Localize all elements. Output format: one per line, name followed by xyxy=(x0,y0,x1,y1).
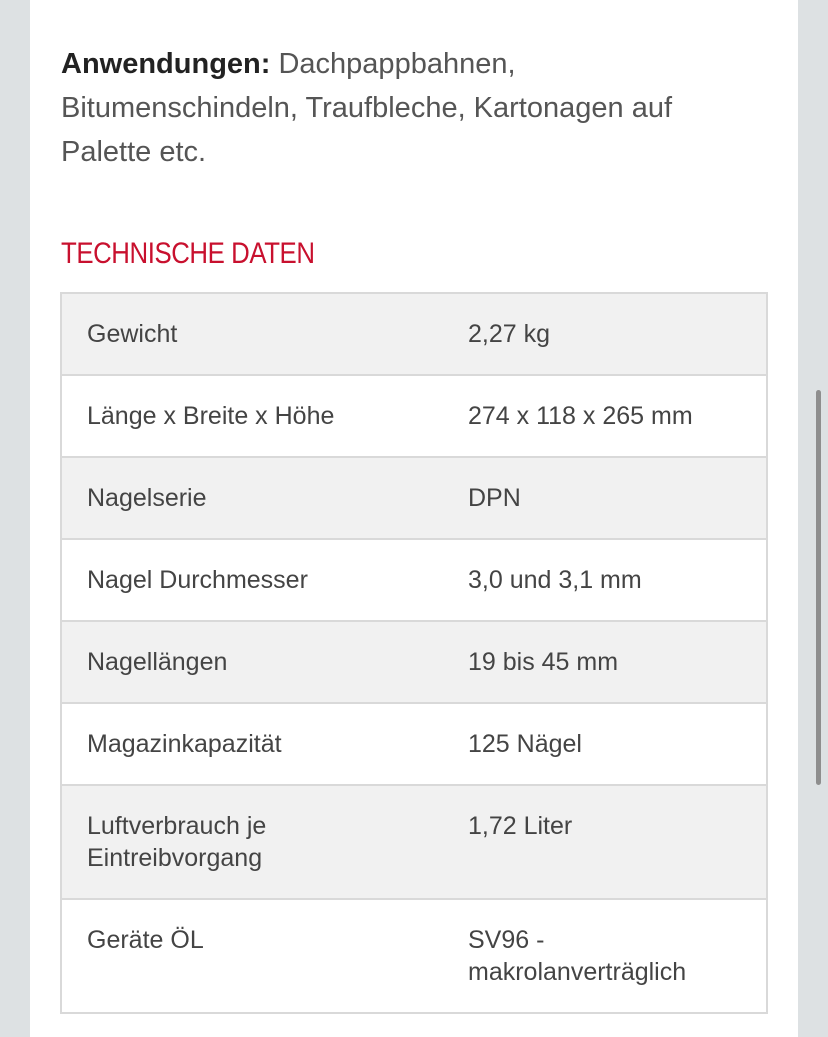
spec-value: 19 bis 45 mm xyxy=(442,621,767,703)
spec-key: Luftverbrauch je Eintreibvorgang xyxy=(61,785,442,899)
table-row xyxy=(61,457,767,539)
table-row xyxy=(61,703,767,785)
table-row xyxy=(61,621,767,703)
table-row xyxy=(61,293,767,375)
spec-value: SV96 - makrolanverträglich xyxy=(442,899,767,1013)
applications-text: Dachpappbahnen, Bitumenschindeln, Traufbleche, Kartonagen auf Palette etc. xyxy=(61,48,673,168)
spec-value: DPN xyxy=(442,457,767,539)
spec-key: Nagelserie xyxy=(61,457,442,539)
spec-value: 3,0 und 3,1 mm xyxy=(442,539,767,621)
table-row xyxy=(61,375,767,457)
spec-key: Magazinkapazität xyxy=(61,703,442,785)
spec-key: Nagel Durchmesser xyxy=(61,539,442,621)
scrollbar[interactable] xyxy=(816,390,821,785)
spec-key: Geräte ÖL xyxy=(61,899,442,1013)
table-row xyxy=(61,899,767,1013)
spec-key: Länge x Breite x Höhe xyxy=(61,375,442,457)
section-title: TECHNISCHE DATEN xyxy=(61,237,315,270)
content-card xyxy=(30,0,798,1037)
spec-value: 1,72 Liter xyxy=(442,785,767,899)
table-row xyxy=(61,785,767,899)
spec-key: Nagellängen xyxy=(61,621,442,703)
applications-label: Anwendungen: xyxy=(61,48,271,80)
spec-value: 2,27 kg xyxy=(442,293,767,375)
spec-value: 125 Nägel xyxy=(442,703,767,785)
spec-value: 274 x 118 x 265 mm xyxy=(442,375,767,457)
spec-key: Gewicht xyxy=(61,293,442,375)
applications-paragraph xyxy=(61,42,751,174)
technical-data-table xyxy=(60,292,768,1014)
table-row xyxy=(61,539,767,621)
